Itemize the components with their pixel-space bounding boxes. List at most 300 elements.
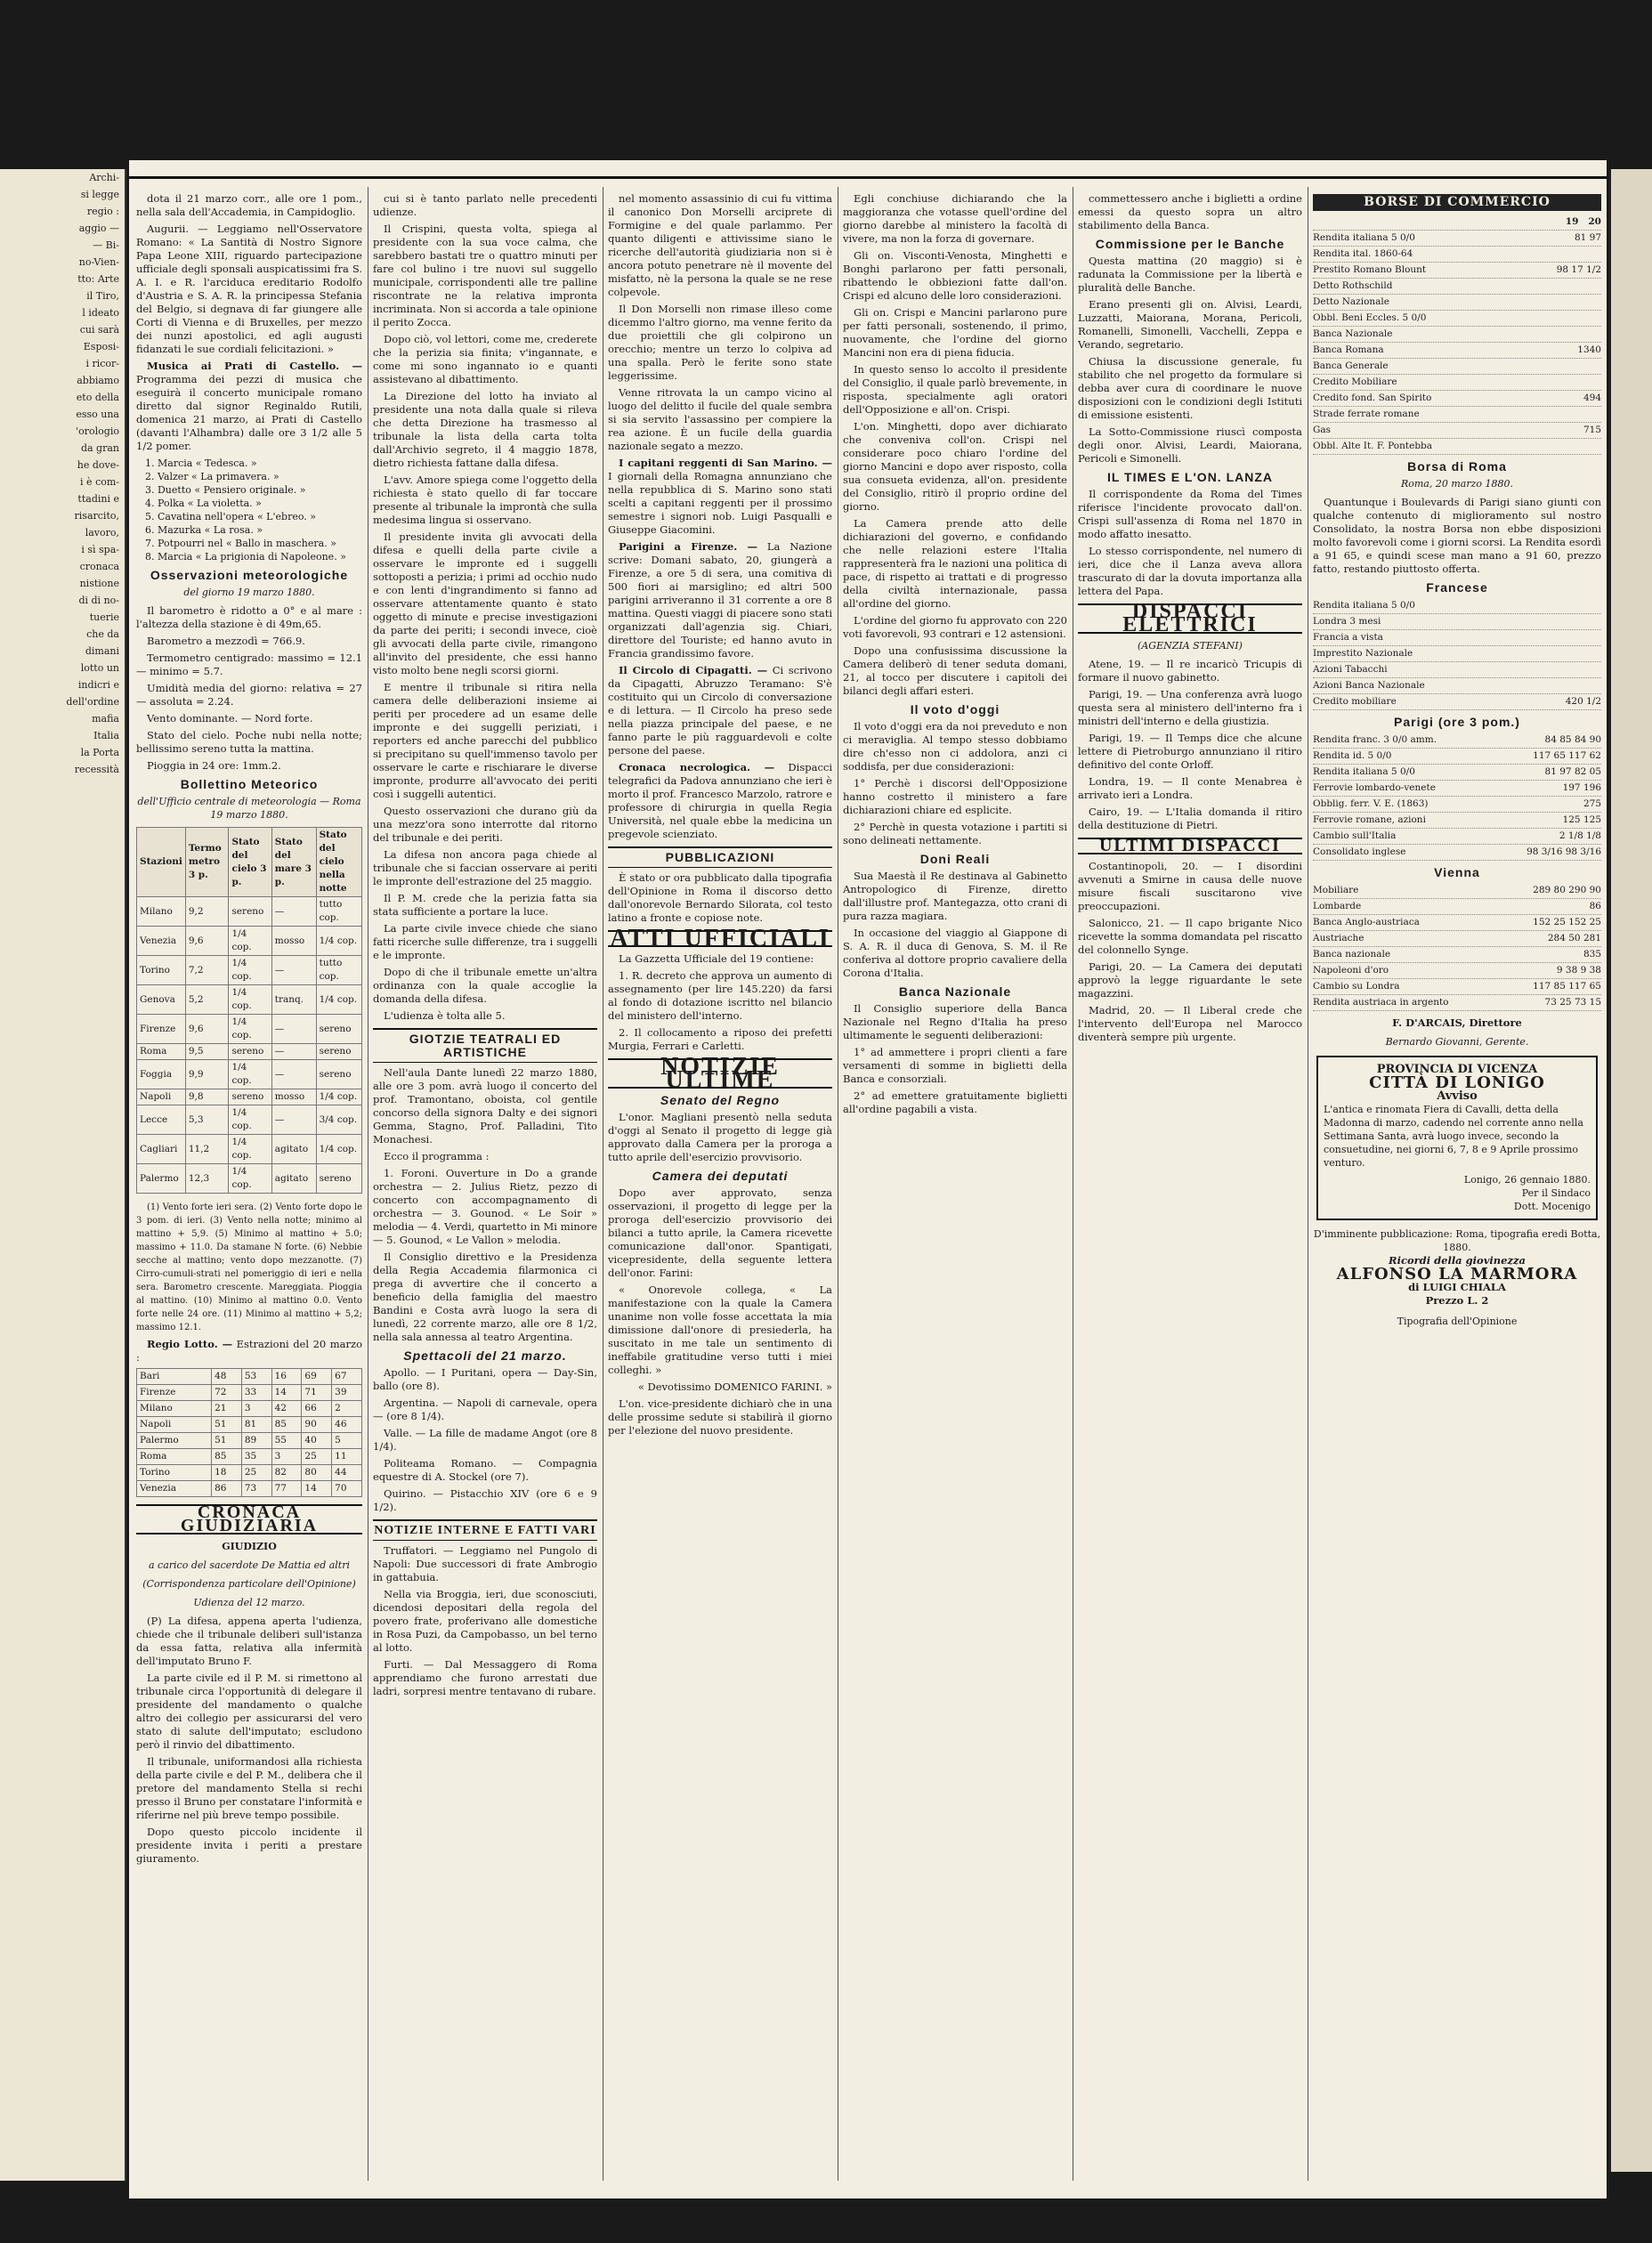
item-heading: Musica ai Prati di Castello. —	[147, 360, 362, 372]
stock-values	[1596, 663, 1601, 676]
stock-row	[1313, 733, 1601, 749]
music-program-list	[136, 457, 362, 563]
paragraph: La Sotto-Commissione riuscì composta degli onor. Alvisi, Leardi, Maiorana, Pericoli e Simonelli.	[1078, 425, 1302, 465]
stock-value: 117 62	[1568, 750, 1601, 761]
table-cell: 1/4 cop.	[229, 956, 271, 985]
table-cell: sereno	[229, 1089, 271, 1105]
table-cell: 70	[332, 1481, 362, 1497]
margin-fragment: aggio —	[78, 223, 119, 234]
stock-name: Banca nazionale	[1313, 949, 1391, 960]
stock-values	[1596, 376, 1601, 389]
table-cell: 14	[271, 1385, 302, 1401]
stock-values	[1527, 884, 1601, 897]
stock-values	[1572, 344, 1601, 357]
stock-value: 73 25	[1544, 997, 1572, 1008]
margin-fragment: i sì spa-	[81, 544, 119, 555]
table-cell: 86	[212, 1481, 242, 1497]
paragraph: 1° ad ammettere i propri clienti a fare versamenti di somme in biglietti della Banca e consorziali.	[843, 1046, 1067, 1085]
table-row	[137, 1015, 362, 1044]
stock-row	[1313, 247, 1601, 263]
stock-name: Consolidato inglese	[1313, 846, 1406, 857]
margin-fragment: da gran	[80, 442, 119, 454]
stock-value: 494	[1583, 393, 1601, 403]
stock-value: 152 25	[1533, 917, 1566, 927]
stock-row	[1313, 781, 1601, 797]
table-cell: 73	[241, 1481, 271, 1497]
paragraph: La Gazzetta Ufficiale del 19 contiene:	[619, 952, 814, 965]
stock-row	[1313, 765, 1601, 781]
stock-name: Prestito Romano Blount	[1313, 264, 1427, 275]
director-credit: F. D'ARCAIS, Direttore	[1392, 1016, 1522, 1029]
paragraph: L'udienza è tolta alle 5.	[384, 1009, 506, 1022]
stock-name: Francia a vista	[1313, 632, 1383, 643]
program-item: 3. Duetto « Pensiero originale. »	[145, 484, 306, 496]
section-subheading: dell'Ufficio centrale di meteorologia — Roma 19 marzo 1880.	[137, 796, 361, 821]
section-heading: Commissione per le Banche	[1095, 237, 1285, 251]
table-cell: 12,3	[185, 1164, 229, 1194]
paragraph: Sua Maestà il Re destinava al Gabinetto Antropologico di Firenze, diretto dall'illustre prof. Mantegazza, otto crani di pura razza magiara.	[843, 870, 1067, 922]
paragraph: dota il 21 marzo corr., alle ore 1 pom., nella sala dell'Accademia, in Campidoglio.	[136, 192, 362, 218]
section-heading: Senato del Regno	[660, 1093, 781, 1107]
lotto-table	[136, 1368, 362, 1497]
column-6	[1313, 192, 1601, 2181]
margin-fragment: risarcito,	[74, 510, 119, 522]
notice-title: Avviso	[1437, 1089, 1478, 1103]
table-cell: 9,8	[185, 1089, 229, 1105]
paragraph: Quantunque i Boulevards di Parigi siano giunti con qualche contenuto di miglioramento sul nostro Consolidato, la nostra Borsa non ebbe disposizioni molto favorevoli come i giorni scorsi. La Rendita esordì a 91 65, e quindi scese man mano a 91 60, prezzo fatto, restando piuttosto offerta.	[1313, 496, 1601, 575]
table-cell: 7,2	[185, 956, 229, 985]
table-cell: tranq.	[271, 985, 316, 1015]
section-heading: Doni Reali	[919, 852, 991, 866]
stock-row	[1313, 845, 1601, 861]
section-heading: Borsa di Roma	[1407, 459, 1507, 474]
table-cell: 69	[302, 1369, 332, 1385]
margin-fragment: i ricor-	[85, 358, 119, 369]
table-cell: Napoli	[137, 1089, 186, 1105]
table-cell: Palermo	[137, 1433, 212, 1449]
table-row	[137, 1465, 362, 1481]
stock-value: 1340	[1577, 344, 1601, 355]
table-cell: 51	[212, 1433, 242, 1449]
stock-row	[1313, 311, 1601, 327]
table-cell: Roma	[137, 1449, 212, 1465]
table-row	[137, 1105, 362, 1135]
stock-value: 81 97	[1544, 766, 1572, 777]
stock-values	[1543, 932, 1601, 945]
stock-values	[1596, 312, 1601, 325]
table-cell: tutto cop.	[316, 956, 361, 985]
paragraph: In questo senso lo accolto il presidente del Consiglio, il quale parlò brevemente, in risposta, specialmente agli oratori dell'Opposizione e all'on. Crispi.	[843, 363, 1067, 416]
stock-values	[1527, 749, 1601, 763]
table-cell: 67	[332, 1369, 362, 1385]
table-cell: 66	[302, 1401, 332, 1417]
paragraph: La Direzione del lotto ha inviato al presidente una nota dalla quale si rileva che detta Direzione ha trasmesso al tribunale la lista della carta tolta dall'Archivio segreto, il 4 maggio 1878, dietro richiesta fattane dalla difesa.	[373, 390, 597, 469]
table-cell: 5,2	[185, 985, 229, 1015]
paragraph: Dopo questo piccolo incidente il presidente invita i periti a prestare giuramento.	[136, 1826, 362, 1865]
paragraph: La parte civile invece chiede che siano fatti ricerche sulle differenze, tra i suggelli e le impronte.	[373, 922, 597, 961]
stock-value: 86	[1589, 901, 1601, 911]
table-cell: 18	[212, 1465, 242, 1481]
table-cell: —	[271, 956, 316, 985]
paragraph: Dopo aver approvato, senza osservazioni, il progetto di legge per la proroga dell'esercizio provvisorio dei bilanci a tutto aprile, la Camera ricevette comunicazione dall'onor. Spantigati, vicepresidente, della seguente lettera dell'onor. Farini:	[608, 1186, 832, 1279]
paragraph: Nella via Broggia, ieri, due sconosciuti, dicendosi depositari della regola del povero frate, proferivano alle domestiche in Rosa Puzi, da Campobasso, un bel terno al lotto.	[373, 1588, 597, 1654]
paragraph: Chiusa la discussione generale, fu stabilito che nel progetto da formulare si debba aver cura di coordinare le nuove disposizioni con le condizioni degli Istituti di emissione esistenti.	[1078, 355, 1302, 421]
paragraph: Il tribunale, uniformandosi alla richiesta della parte civile e del P. M., delibera che il pretore del mandamento Stella si rechi presso il Bruno per constatare l'informità e riferirne nel più breve tempo possibile.	[136, 1755, 362, 1821]
stock-values	[1578, 948, 1601, 961]
stock-value: 84 85	[1544, 734, 1572, 745]
stock-value: 117 85	[1533, 981, 1566, 992]
stock-name: Obblig. ferr. V. E. (1863)	[1313, 798, 1429, 809]
program-item: 7. Potpourri nel « Ballo in maschera. »	[145, 538, 336, 549]
paragraph: commettessero anche i biglietti a ordine emessi da questo sopra un altro stabilimento della Banca.	[1078, 192, 1302, 231]
table-cell: 5,3	[185, 1105, 229, 1135]
stock-row	[1313, 749, 1601, 765]
table-cell: 80	[302, 1465, 332, 1481]
margin-fragment: eto della	[76, 392, 119, 403]
program-item: 8. Marcia « La prigionia di Napoleone. »	[145, 551, 346, 563]
paragraph: cui si è tanto parlato nelle precedenti udienze.	[373, 192, 597, 218]
section-heading: ATTI UFFICIALI	[608, 930, 832, 947]
weather-notes: (1) Vento forte ieri sera. (2) Vento forte dopo le 3 pom. di ieri. (3) Vento nella notte; minimo al mattino + 5,9. (5) Minimo al mattino + 5.0; massimo + 11.0. Da stamane N forte. (6) Nebbie secche al mattino; vento dopo mezzanotte. (7) Cirro-cumuli-strati nel pomeriggio di ieri e nella sera. Barometro crescente. Mareggiata. Pioggia al mattino. (10) Minimo al mattino 0.0. Vento forte nelle 24 ore. (11) Minimo al mattino + 5,2; massimo 12.1.	[136, 1202, 362, 1332]
section-subheading: Udienza del 12 marzo.	[193, 1597, 305, 1608]
paragraph: Il P. M. crede che la perizia fatta sia stata sufficiente a portare la luce.	[373, 892, 597, 918]
table-cell: Milano	[137, 897, 186, 927]
table-cell: —	[271, 897, 316, 927]
stock-row	[1313, 614, 1601, 630]
stock-values	[1596, 647, 1601, 660]
ad-line: Ricordi della giovinezza	[1389, 1254, 1526, 1267]
show-item: Valle. — La fille de madame Angot (ore 8 1/4).	[373, 1427, 597, 1453]
stock-values	[1527, 980, 1601, 993]
table-row	[137, 985, 362, 1015]
stock-name: Banca Anglo-austriaca	[1313, 917, 1420, 927]
table-cell: 9,2	[185, 897, 229, 927]
paragraph: Il Don Morselli non rimase illeso come dicemmo l'altro giorno, ma venne ferito da due proiettili che gli colpirono un orecchio; mentre un terzo lo colpiva ad una spalla. Però le ferite sono state leggerissime.	[608, 303, 832, 382]
table-cell: 25	[302, 1449, 332, 1465]
paragraph: Barometro a mezzodì = 766.9.	[147, 635, 305, 647]
table-cell: 1/4 cop.	[229, 985, 271, 1015]
table-cell: 35	[241, 1449, 271, 1465]
paragraph: Furti. — Dal Messaggero di Roma apprendiamo che furono arrestati due ladri, sorpresi mentre tentavano di rubare.	[373, 1658, 597, 1697]
stock-value: 196	[1583, 782, 1601, 793]
margin-fragment: dell'ordine	[66, 696, 119, 708]
stock-values	[1596, 247, 1601, 261]
stock-name: Londra 3 mesi	[1313, 616, 1381, 627]
paragraph: Stato del cielo. Poche nubi nella notte; bellissimo sereno tutta la mattina.	[136, 729, 362, 755]
margin-fragment: la Porta	[80, 747, 119, 758]
table-cell: Venezia	[137, 1481, 212, 1497]
section-heading: Bollettino Meteorico	[180, 777, 319, 791]
stock-values	[1521, 846, 1601, 859]
paragraph: Questa mattina (20 maggio) si è radunata la Commissione per la libertà e pluralità delle Banche.	[1078, 255, 1302, 294]
table-header-cell: Stato del cielo 3 p.	[229, 828, 271, 897]
margin-fragment: ttadini e	[77, 493, 119, 505]
stock-name: Rendita austriaca in argento	[1313, 997, 1449, 1008]
show-item: Apollo. — I Puritani, opera — Day-Sin, ballo (ore 8).	[373, 1366, 597, 1392]
show-item: Quirino. — Pistacchio XIV (ore 6 e 9 1/2).	[373, 1487, 597, 1513]
table-cell: —	[271, 1044, 316, 1060]
item-heading: Parigini a Firenze. —	[619, 540, 758, 553]
stock-row	[1313, 231, 1601, 247]
paragraph: Dopo di che il tribunale emette un'altra ordinanza con la quale accoglie la domanda della difesa.	[373, 966, 597, 1005]
table-cell: Venezia	[137, 927, 186, 956]
stock-values	[1558, 814, 1601, 827]
margin-fragment: tto: Arte	[77, 273, 119, 285]
stock-values	[1596, 408, 1601, 421]
col-label: 19	[1565, 216, 1579, 227]
table-cell: —	[271, 1015, 316, 1044]
stock-values	[1596, 631, 1601, 644]
paragraph: L'ordine del giorno fu approvato con 220 voti favorevoli, 93 contrari e 12 astensioni.	[843, 614, 1067, 640]
stock-values	[1554, 830, 1601, 843]
margin-fragment: lotto un	[80, 662, 119, 674]
stock-values	[1596, 599, 1601, 612]
paragraph: 2° Perchè in questa votazione i partiti si sono delineati nettamente.	[843, 821, 1067, 846]
table-row	[137, 1369, 362, 1385]
table-cell: sereno	[316, 1015, 361, 1044]
margin-fragment: si legge	[80, 189, 119, 200]
section-heading: DISPACCI ELETTRICI	[1078, 603, 1302, 634]
paragraph	[608, 540, 832, 660]
margin-fragment: lavoro,	[85, 527, 119, 538]
section-subheading: Roma, 20 marzo 1880.	[1400, 478, 1514, 490]
show-item: Politeama Romano. — Compagnia equestre di A. Stockel (ore 7).	[373, 1457, 597, 1483]
stock-row	[1313, 979, 1601, 995]
column-4	[843, 192, 1067, 2181]
stock-row	[1313, 295, 1601, 311]
stock-row	[1313, 931, 1601, 947]
margin-fragment: no-Vien-	[78, 256, 119, 268]
shows-list	[373, 1366, 597, 1514]
show-item: Argentina. — Napoli di carnevale, opera — (ore 8 1/4).	[373, 1397, 597, 1422]
stock-row	[1313, 678, 1601, 694]
paragraph: Il Consiglio superiore della Banca Nazionale nel Regno d'Italia ha preso ultimamente le seguenti deliberazioni:	[843, 1002, 1067, 1041]
table-row	[137, 1449, 362, 1465]
stock-value: 281	[1583, 933, 1601, 943]
margin-fragment: l ideato	[82, 307, 119, 319]
table-cell: 40	[302, 1433, 332, 1449]
ad-printer: Tipografia dell'Opinione	[1397, 1316, 1518, 1327]
paragraph: Venne ritrovata la un campo vicino al luogo del delitto il fucile del quale sembra si sia servito l'assassino per compiere la rea azione. È un fucile della guardia nazionale segato a mezzo.	[608, 386, 832, 452]
table-cell: agitato	[271, 1135, 316, 1164]
table-cell: Firenze	[137, 1385, 212, 1401]
stock-value: 117 65	[1533, 750, 1566, 761]
stock-name: Cambio su Londra	[1313, 981, 1400, 992]
table-cell: sereno	[316, 1044, 361, 1060]
item-heading: Regio Lotto. —	[147, 1338, 233, 1350]
table-cell: Foggia	[137, 1060, 186, 1089]
table-cell: Milano	[137, 1401, 212, 1417]
section-heading: Parigi (ore 3 pom.)	[1394, 715, 1520, 729]
stock-value: 73 15	[1574, 997, 1601, 1008]
stock-values	[1578, 798, 1601, 811]
section-heading: NOTIZIE INTERNE E FATTI VARI	[373, 1519, 597, 1541]
paragraph	[608, 457, 832, 537]
table-cell: 9,6	[185, 1015, 229, 1044]
table-cell: 71	[302, 1385, 332, 1401]
margin-fragment: di di no-	[78, 595, 119, 606]
stock-values	[1560, 695, 1601, 709]
stock-name: Credito mobiliare	[1313, 696, 1397, 707]
lonigo-notice	[1316, 1056, 1598, 1220]
paragraph: Costantinopoli, 20. — I disordini avvenuti a Smirne in causa delle nuove misure fiscali suscitarono vive preoccupazioni.	[1078, 860, 1302, 912]
table-cell: 1/4 cop.	[229, 1060, 271, 1089]
margin-fragment: cui sarà	[79, 324, 119, 336]
margin-fragment: indicri e	[77, 679, 119, 691]
table-cell: 1/4 cop.	[229, 1164, 271, 1194]
margin-fragment: Archi-	[89, 172, 119, 183]
program-item: 4. Polka « La violetta. »	[145, 498, 262, 509]
stock-row	[1313, 279, 1601, 295]
table-cell: 3	[241, 1401, 271, 1417]
paragraph: Truffatori. — Leggiamo nel Pungolo di Napoli: Due successori di frate Ambrogio in gattabuia.	[373, 1544, 597, 1583]
table-row	[137, 1164, 362, 1194]
paragraph: Cairo, 19. — L'Italia domanda il ritiro della destituzione di Pietri.	[1078, 806, 1302, 831]
stock-row	[1313, 797, 1601, 813]
table-row	[137, 927, 362, 956]
margin-fragment: he dove-	[77, 459, 119, 471]
stock-row	[1313, 423, 1601, 439]
stock-values	[1578, 392, 1601, 405]
stock-value: 9 38	[1580, 965, 1601, 976]
stock-list	[1313, 598, 1601, 710]
stock-value: 81 97	[1574, 232, 1601, 243]
paragraph: Il presidente invita gli avvocati della difesa e quelli della parte civile a osservare le impronte ed i suggelli sottoposti a perizia; i primi ad occhio nudo e con lenti d'ingrandimento si fanno ad osservare attentamente quanto è stato oggetto di minute e precise investigazioni da parte dei periti; i secondi invece, cioè gli avvocati della parte civile, rimangono all'invito del presidente, che essi hanno visto molto bene negli scorsi giorni.	[373, 530, 597, 676]
stock-row	[1313, 947, 1601, 963]
margin-fragment: tuerie	[89, 611, 119, 623]
stock-row	[1313, 327, 1601, 343]
paragraph: Gli on. Visconti-Venosta, Minghetti e Bonghi parlarono per fatti personali, ribattendo le obbiezioni fatte dall'on. Crispi ed alcuno delle loro considerazioni.	[843, 249, 1067, 302]
table-cell: Torino	[137, 956, 186, 985]
paragraph: Il barometro è ridotto a 0° e al mare : l'altezza della stazione è di 49m,65.	[136, 604, 362, 630]
table-cell: 3	[271, 1449, 302, 1465]
stock-row	[1313, 439, 1601, 455]
margin-fragment: regio :	[86, 206, 119, 217]
paragraph: In occasione del viaggio al Giappone di S. A. R. il duca di Genova, S. M. il Re conferiva al dottore proprio cavaliere della Corona d'Italia.	[843, 927, 1067, 979]
stock-name: Gas	[1313, 425, 1332, 435]
table-cell: 11	[332, 1449, 362, 1465]
table-cell: Roma	[137, 1044, 186, 1060]
margin-fragment: cronaca	[79, 561, 119, 572]
stock-value: 84 90	[1574, 734, 1601, 745]
paragraph: (P) La difesa, appena aperta l'udienza, chiede che il tribunale deliberi sull'istanza da essa fatta, relativa alla infermità dell'imputato Bruno F.	[136, 1615, 362, 1667]
stock-values	[1540, 733, 1601, 747]
table-cell: 42	[271, 1401, 302, 1417]
margin-fragment: abbiamo	[77, 375, 119, 386]
stock-values	[1596, 360, 1601, 373]
ad-price: Prezzo L. 2	[1425, 1294, 1489, 1307]
stock-row	[1313, 829, 1601, 845]
paragraph: 1° Perchè i discorsi dell'Opposizione hanno costretto il ministero a fare dichiarazioni chiare ed esplicite.	[843, 777, 1067, 816]
table-cell: tutto cop.	[316, 897, 361, 927]
section-heading: Il voto d'oggi	[910, 702, 1000, 717]
section-heading: Vienna	[1434, 865, 1480, 879]
paragraph: 1. Foroni. Ouverture in Do a grande orchestra — 2. Julius Rietz, pezzo di concerto con accompagnamento di orchestra — 3. Gounod. « Le Soir » melodia — 4. Verdi, quartetto in Mi minore — 5. Gounod, « Le Vallon » melodia.	[373, 1167, 597, 1246]
paragraph: Il corrispondente da Roma del Times riferisce l'incidente provocato dall'on. Crispi sull'assenza di Roma nel 1870 in modo affatto inesatto.	[1078, 488, 1302, 540]
stock-value: 197	[1562, 782, 1581, 793]
paragraph: Madrid, 20. — Il Liberal crede che l'intervento dell'Europa nel Marocco diventerà sempre più urgente.	[1078, 1004, 1302, 1043]
meteo-observations	[136, 604, 362, 773]
paragraph: nel momento assassinio di cui fu vittima il canonico Don Morselli arciprete di Formigine e del quale parlammo. Per quanto diligenti e attivissime siano le ricerche dell'autorità giudiziaria non si è ancora potuto penetrare nè il movente del misfatto, nè la persona la quale se ne rese colpevole.	[608, 192, 832, 298]
paragraph	[136, 1338, 362, 1364]
table-cell: 81	[241, 1417, 271, 1433]
stock-row	[1313, 963, 1601, 979]
section-heading: GIOTZIE TEATRALI ED ARTISTICHE	[373, 1028, 597, 1063]
paragraph: Gli on. Crispi e Mancini parlarono pure per fatti personali, sostenendo, il primo, nuovamente, che l'ordine del giorno Mancini non era di piena fiducia.	[843, 306, 1067, 359]
stock-value: 289 80	[1533, 885, 1566, 895]
stock-value: 715	[1583, 425, 1601, 435]
table-cell: Bari	[137, 1369, 212, 1385]
top-rule	[129, 176, 1607, 179]
margin-fragment: — Bi-	[93, 239, 119, 251]
table-row	[137, 1417, 362, 1433]
table-cell: 25	[241, 1465, 271, 1481]
table-header-cell: Termo metro 3 p.	[185, 828, 229, 897]
stock-name: Detto Nazionale	[1313, 296, 1389, 307]
paragraph: Nell'aula Dante lunedì 22 marzo 1880, alle ore 3 pom. avrà luogo il concerto del prof. Tramontano, oboista, col gentile concorso della signora Dalty e dei signori Gemma, Stagno, Prof. Palladini, Tito Monachesi.	[373, 1066, 597, 1146]
stock-row	[1313, 883, 1601, 899]
stock-row	[1313, 343, 1601, 359]
program-item: 6. Mazurka « La rosa. »	[145, 524, 263, 536]
section-heading: CRONACA GIUDIZIARIA	[136, 1504, 362, 1534]
paragraph: La Camera prende atto delle dichiarazioni del governo, e confidando che nelle relazioni estere l'Italia rappresenterà fra le nazioni una politica di pace, di rispetto ai trattati e di progresso della civiltà internazionale, passa all'ordine del giorno.	[843, 517, 1067, 610]
stock-name: Cambio sull'Italia	[1313, 830, 1397, 841]
table-cell: 3/4 cop.	[316, 1105, 361, 1135]
stock-row	[1313, 391, 1601, 407]
table-cell: 46	[332, 1417, 362, 1433]
stock-name: Napoleoni d'oro	[1313, 965, 1389, 976]
program-item: 1. Marcia « Tedesca. »	[145, 458, 257, 469]
table-cell: 9,9	[185, 1060, 229, 1089]
paragraph: Parigi, 20. — La Camera dei deputati approvò la legge riguardante le sete magazzini.	[1078, 960, 1302, 1000]
section-subheading: GIUDIZIO	[222, 1541, 277, 1552]
gerente-credit: Bernardo Giovanni, Gerente.	[1385, 1036, 1529, 1048]
paragraph: Termometro centigrado: massimo = 12.1 — minimo = 5.7.	[136, 652, 362, 677]
stock-name: Banca Generale	[1313, 360, 1389, 371]
stock-name: Detto Rothschild	[1313, 280, 1393, 291]
stock-values	[1596, 328, 1601, 341]
stock-values	[1558, 781, 1601, 795]
section-heading: NOTIZIE ULTIME	[608, 1058, 832, 1089]
paragraph: La parte civile ed il P. M. si rimettono al tribunale circa l'opportunità di delegare il presidente del mandamento o qualche altro dei collegio per assicurarsi del vero stato di salute dell'imputato; escludono però il rinvio del dibattimento.	[136, 1672, 362, 1751]
col-label: 20	[1588, 216, 1601, 227]
stock-row	[1313, 407, 1601, 423]
table-cell: 1/4 cop.	[229, 927, 271, 956]
table-cell: —	[271, 1060, 316, 1089]
paragraph: La difesa non ancora paga chiede al tribunale che si faccian osservare ai periti le impronte dell'estrazione del 25 maggio.	[373, 848, 597, 887]
table-cell: mosso	[271, 927, 316, 956]
item-text: Ci scrivono da Cipagatti, Abruzzo Teramano: S'è costituito qui un Circolo di conversazione e di lettura. — Il Circolo ha preso sede nella piazza principale del paese, e ne fanno parte le più ragguardevoli e colte persone del paese.	[608, 664, 832, 757]
table-cell: Cagliari	[137, 1135, 186, 1164]
item-text: I giornali della Romagna annunziano che nella repubblica di S. Marino sono stati scelti a capitani reggenti per il prossimo semestre i signori nob. Luigi Pasqualli e Giuseppe Giacomini.	[608, 470, 832, 536]
stock-value: 98 3/16	[1526, 846, 1563, 857]
stock-name: Azioni Banca Nazionale	[1313, 680, 1425, 691]
table-cell: 11,2	[185, 1135, 229, 1164]
item-text: Programma dei pezzi di musica che eseguirà il concerto municipale romano diretto dal signor Reginaldo Rutili, domenica 21 marzo, ai Prati di Castello (davanti l'Alhambra) dalle ore 3 1/2 alle 5 1/2 pomer.	[136, 373, 362, 452]
stock-value: 117 65	[1568, 981, 1601, 992]
stock-value: 284 50	[1547, 933, 1581, 943]
item-heading: Il Circolo di Cipagatti. —	[619, 664, 768, 676]
stock-name: Rendita italiana 5 0/0	[1313, 600, 1415, 611]
table-cell: 1/4 cop.	[316, 927, 361, 956]
paragraph: « Onorevole collega, « La manifestazione con la quale la Camera unanime non volle fosse accettata la mia dimissione dall'onore di presiederla, ha suscitato in me tale un sentimento di ineffabile gratitudine verso tutti i miei colleghi. »	[608, 1283, 832, 1376]
stock-value: 152 25	[1568, 917, 1601, 927]
stock-name: Banca Romana	[1313, 344, 1384, 355]
stock-values	[1596, 296, 1601, 309]
table-row	[137, 897, 362, 927]
margin-fragment: 'orologio	[76, 425, 119, 437]
table-cell: 14	[302, 1481, 332, 1497]
